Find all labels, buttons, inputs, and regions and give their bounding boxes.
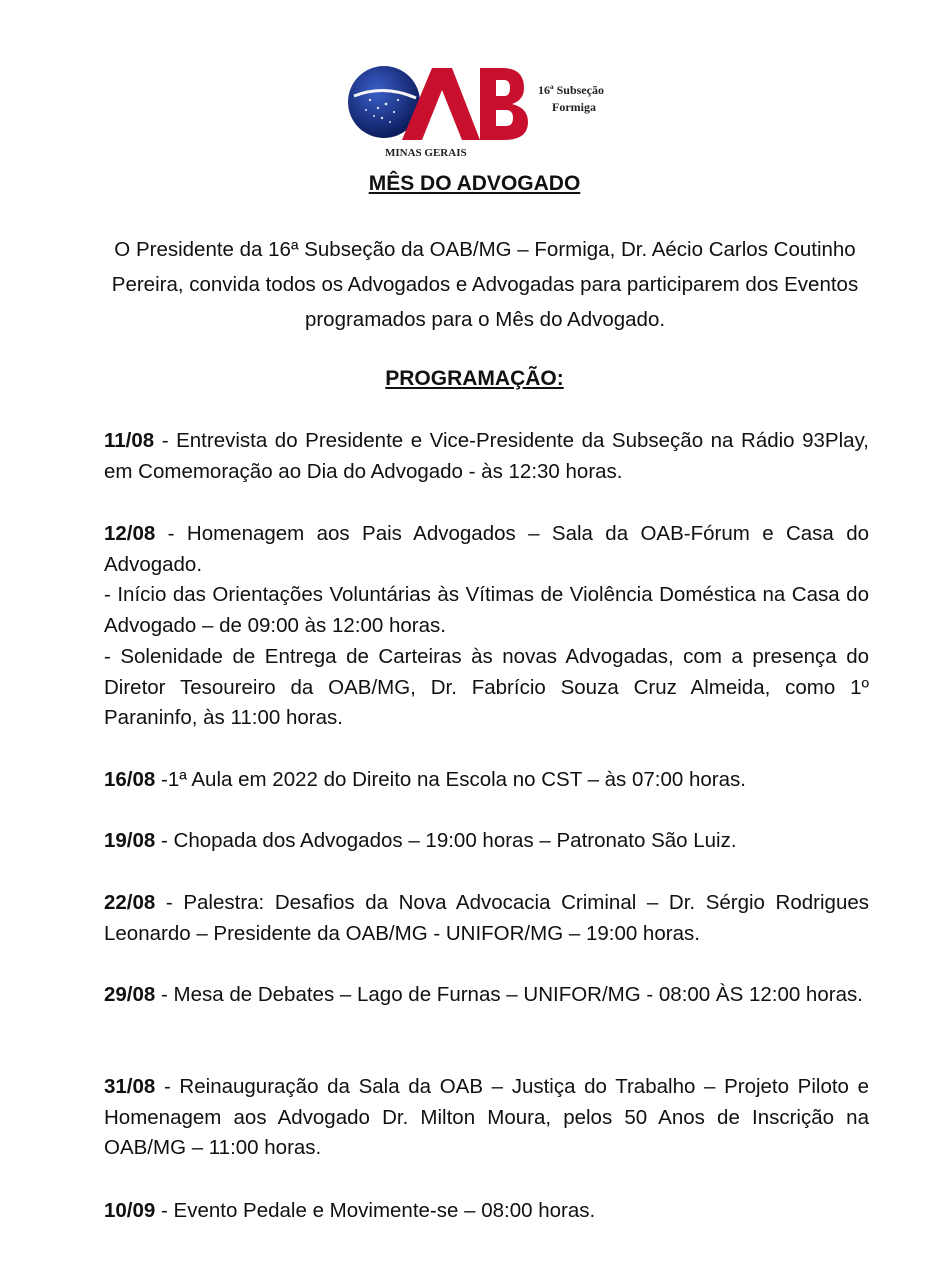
- program-heading: PROGRAMAÇÃO:: [385, 367, 564, 390]
- event-item: [104, 765, 869, 796]
- logo-region: MINAS GERAIS: [385, 147, 467, 159]
- event-text: - Entrevista do Presidente e Vice-Presidente da Subseção na Rádio 93Play, em Comemoração ao Dia do Advogado - às 12:30 horas.: [104, 429, 869, 483]
- event-item: [104, 519, 869, 734]
- event-text: - Evento Pedale e Movimente-se – 08:00 horas.: [155, 1199, 596, 1222]
- event-text: - Homenagem aos Pais Advogados – Sala da OAB-Fórum e Casa do Advogado.: [104, 522, 869, 576]
- event-date: 31/08: [104, 1075, 156, 1098]
- event-text: - Chopada dos Advogados – 19:00 horas – Patronato São Luiz.: [155, 829, 737, 852]
- event-text: -1ª Aula em 2022 do Direito na Escola no CST – às 07:00 horas.: [155, 768, 746, 791]
- intro-paragraph: O Presidente da 16ª Subseção da OAB/MG – Formiga, Dr. Aécio Carlos Coutinho Pereira, convida todos os Advogados e Advogadas para participarem dos Eventos programados para o Mês do Advogado.: [111, 238, 859, 331]
- document-title: MÊS DO ADVOGADO: [368, 172, 581, 195]
- event-subitem: - Início das Orientações Voluntárias às Vítimas de Violência Doméstica na Casa do Advogado – de 09:00 às 12:00 horas.: [104, 583, 869, 638]
- event-text: - Reinauguração da Sala da OAB – Justiça do Trabalho – Projeto Piloto e Homenagem aos Advogado Dr. Milton Moura, pelos 50 Anos de Inscrição na OAB/MG – 11:00 horas.: [104, 1075, 869, 1160]
- event-date: 11/08: [104, 429, 155, 452]
- event-item: [104, 888, 869, 949]
- event-date: 22/08: [104, 891, 156, 914]
- event-date: 16/08: [104, 768, 156, 791]
- event-item: [104, 1072, 869, 1164]
- event-item: [104, 426, 869, 487]
- logo-subsection-2: Formiga: [552, 100, 596, 114]
- event-subitem: - Solenidade de Entrega de Carteiras às novas Advogadas, com a presença do Diretor Tesoureiro da OAB/MG, Dr. Fabrício Souza Cruz Almeida, como 1º Paraninfo, às 11:00 horas.: [104, 644, 869, 730]
- event-date: 12/08: [104, 522, 156, 545]
- event-date: 10/09: [104, 1199, 156, 1222]
- event-date: 29/08: [104, 983, 156, 1006]
- event-text: - Mesa de Debates – Lago de Furnas – UNIFOR/MG - 08:00 ÀS 12:00 horas.: [155, 983, 863, 1006]
- event-text: - Palestra: Desafios da Nova Advocacia Criminal – Dr. Sérgio Rodrigues Leonardo – Presidente da OAB/MG - UNIFOR/MG – 19:00 horas.: [104, 891, 869, 945]
- oab-logo: [340, 60, 640, 160]
- event-item: [104, 826, 869, 857]
- logo-subsection-1: 16ª Subseção: [538, 83, 604, 97]
- event-date: 19/08: [104, 829, 156, 852]
- event-item: [104, 1196, 869, 1227]
- event-item: [104, 980, 869, 1011]
